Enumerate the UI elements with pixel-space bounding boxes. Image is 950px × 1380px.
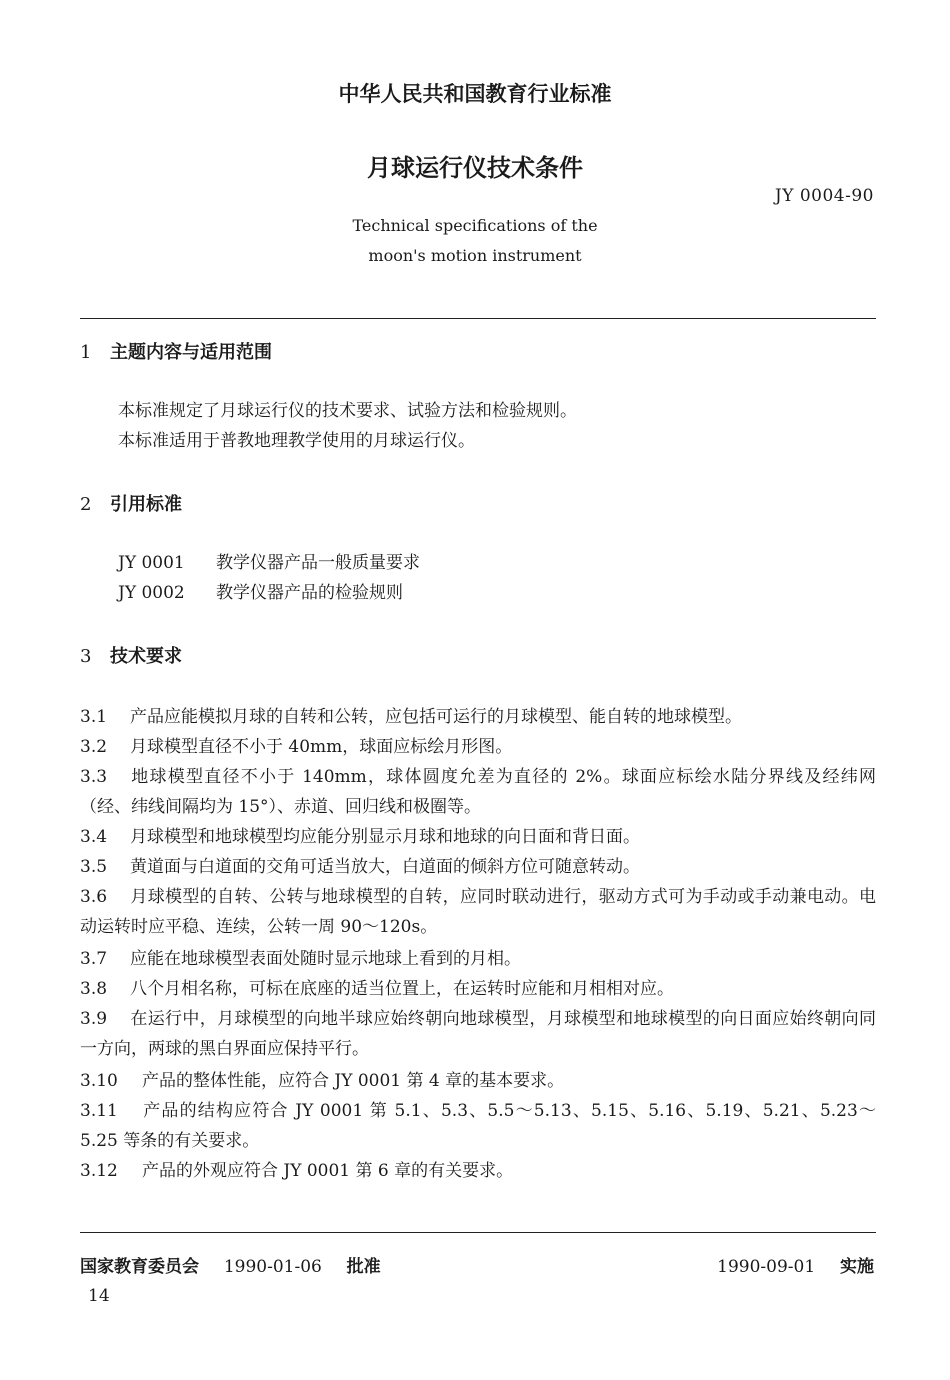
english-title-line2: moon's motion instrument	[368, 246, 582, 265]
clause-number: 3.8	[80, 979, 108, 999]
clause-text: 产品的整体性能，应符合 JY 0001 第 4 章的基本要求。	[142, 1071, 565, 1091]
page-number: 14	[88, 1286, 110, 1306]
clause-text: 地球模型直径不小于 140mm，球体圆度允差为直径的 2%。球面应标绘水陆分界线及经纬网（经、纬线间隔均为 15°）、赤道、回归线和极圈等。	[80, 767, 876, 817]
reference-code: JY 0002	[118, 583, 185, 603]
approved-date: 1990-01-06	[223, 1257, 322, 1277]
section-number: 3	[80, 646, 92, 667]
section-heading	[80, 642, 182, 668]
clause	[80, 1066, 564, 1096]
clause-number: 3.12	[80, 1161, 118, 1181]
clause-number: 3.5	[80, 857, 108, 877]
clause-number: 3.6	[80, 887, 108, 907]
clause-text: 黄道面与白道面的交角可适当放大，白道面的倾斜方位可随意转动。	[130, 857, 640, 877]
clause-number: 3.7	[80, 949, 108, 969]
clause-number: 3.11	[80, 1101, 118, 1121]
clause-text: 产品应能模拟月球的自转和公转，应包括可运行的月球模型、能自转的地球模型。	[130, 707, 742, 727]
section-heading	[80, 338, 272, 364]
standard-code: JY 0004-90	[774, 186, 874, 206]
effective-date: 1990-09-01	[717, 1257, 816, 1277]
clause	[80, 822, 640, 852]
approved-label: 批准	[346, 1257, 381, 1277]
clause-number: 3.4	[80, 827, 108, 847]
paragraph: 本标准规定了月球运行仪的技术要求、试验方法和检验规则。	[118, 401, 577, 421]
reference-title: 教学仪器产品一般质量要求	[216, 553, 420, 573]
clause	[80, 852, 640, 882]
section-number: 1	[80, 342, 92, 363]
header-divider	[80, 318, 876, 319]
clause-number: 3.10	[80, 1071, 118, 1091]
clause	[80, 1004, 876, 1064]
clause	[80, 974, 674, 1004]
page-title: 月球运行仪技术条件	[367, 154, 583, 182]
english-title-line1: Technical specifications of the	[352, 216, 598, 235]
effective-line	[717, 1252, 874, 1277]
clause-text: 应能在地球模型表面处随时显示地球上看到的月相。	[130, 949, 521, 969]
section-heading	[80, 490, 182, 516]
paragraph: 本标准适用于普教地理教学使用的月球运行仪。	[118, 431, 475, 451]
clause	[80, 882, 876, 942]
effective-label: 实施	[840, 1257, 874, 1277]
clause-text: 月球模型和地球模型均应能分别显示月球和地球的向日面和背日面。	[130, 827, 640, 847]
reference-code: JY 0001	[118, 553, 185, 573]
reference-item	[118, 578, 403, 608]
standard-category: 中华人民共和国教育行业标准	[338, 82, 612, 106]
issuer: 国家教育委员会	[80, 1257, 199, 1277]
clause	[80, 762, 876, 822]
clause-number: 3.3	[80, 767, 108, 787]
clause-text: 月球模型直径不小于 40mm，球面应标绘月形图。	[130, 737, 513, 757]
section-title: 技术要求	[110, 646, 182, 667]
clause	[80, 702, 742, 732]
section-title: 引用标准	[110, 494, 182, 515]
clause	[80, 1096, 876, 1156]
clause-number: 3.9	[80, 1009, 108, 1029]
clause	[80, 944, 521, 974]
clause-number: 3.1	[80, 707, 108, 727]
clause-text: 月球模型的自转、公转与地球模型的自转，应同时联动进行，驱动方式可为手动或手动兼电动。电动运转时应平稳、连续，公转一周 90～120s。	[80, 887, 876, 937]
reference-item	[118, 548, 420, 578]
clause-text: 产品的外观应符合 JY 0001 第 6 章的有关要求。	[142, 1161, 514, 1181]
clause-text: 在运行中，月球模型的向地半球应始终朝向地球模型，月球模型和地球模型的向日面应始终朝向同一方向，两球的黑白界面应保持平行。	[80, 1009, 876, 1059]
section-number: 2	[80, 494, 92, 515]
clause-text: 产品的结构应符合 JY 0001 第 5.1、5.3、5.5～5.13、5.15、5.16、5.19、5.21、5.23～5.25 等条的有关要求。	[80, 1101, 876, 1151]
clause	[80, 1156, 513, 1186]
reference-title: 教学仪器产品的检验规则	[216, 583, 403, 603]
approval-line	[80, 1252, 381, 1277]
clause-text: 八个月相名称，可标在底座的适当位置上，在运转时应能和月相相对应。	[130, 979, 674, 999]
clause-number: 3.2	[80, 737, 108, 757]
footer-divider	[80, 1232, 876, 1233]
section-title: 主题内容与适用范围	[110, 342, 272, 363]
clause	[80, 732, 512, 762]
